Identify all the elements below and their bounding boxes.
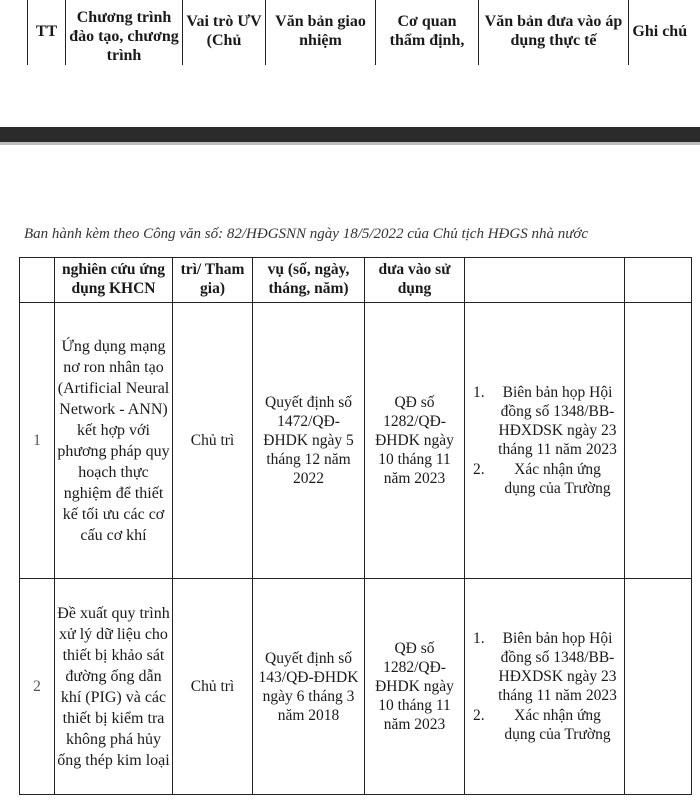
list-number: 2. [473, 707, 485, 724]
header-appraisal: Cơ quan thẩm định, [376, 0, 479, 65]
row-appraisal: QĐ số 1282/QĐ-ĐHDK ngày 10 tháng 11 năm 2023 [365, 303, 465, 579]
top-header-table [27, 0, 691, 65]
row-assign-doc: Quyết định số 143/QĐ-ĐHDK ngày 6 tháng 3 năm 2018 [253, 579, 365, 795]
list-item [467, 706, 622, 744]
list-item [467, 460, 622, 498]
row-program: Ứng dụng mạng nơ ron nhân tạo (Artificial Neural Network - ANN) kết hợp với phương pháp quy hoạch thực nghiệm để thiết kế tối ưu các cơ cấu cơ khí [55, 303, 173, 579]
list-text: Xác nhận ứng dụng của Trường [504, 461, 611, 497]
document-caption: Ban hành kèm theo Công văn số: 82/HĐGSNN ngày 18/5/2022 của Chủ tịch HĐGS nhà nước [24, 226, 589, 242]
header-tt: TT [28, 0, 66, 65]
row-assign-doc: Quyết định số 1472/QĐ-ĐHDK ngày 5 tháng 12 năm 2022 [253, 303, 365, 579]
continued-header-row [20, 258, 692, 303]
cont-header-assign-doc: vụ (số, ngày, tháng, năm) [253, 258, 365, 303]
cont-header-tt [20, 258, 55, 303]
row-applied-doc [465, 579, 625, 795]
row-role: Chủ trì [173, 579, 253, 795]
row-applied-doc [465, 303, 625, 579]
cont-header-note [625, 258, 692, 303]
row-tt: 1 [20, 303, 55, 579]
header-note: Ghi chú [629, 0, 691, 65]
row-note [625, 303, 692, 579]
header-assign-doc: Văn bản giao nhiệm [266, 0, 376, 65]
cont-header-applied-doc [465, 258, 625, 303]
table-row [20, 579, 692, 795]
list-text: Biên bản họp Hội đồng số 1348/BB-HĐXDSK ngày 23 tháng 11 năm 2023 [498, 630, 617, 704]
achievements-table [19, 257, 692, 795]
header-applied-doc: Văn bản đưa vào áp dụng thực tế [479, 0, 629, 65]
cont-header-role: trì/ Tham gia) [173, 258, 253, 303]
list-text: Biên bản họp Hội đồng số 1348/BB-HĐXDSK ngày 23 tháng 11 năm 2023 [498, 384, 617, 458]
list-item [467, 629, 622, 705]
row-appraisal: QĐ số 1282/QĐ-ĐHDK ngày 10 tháng 11 năm 2023 [365, 579, 465, 795]
list-text: Xác nhận ứng dụng của Trường [504, 707, 611, 743]
top-header-row [28, 0, 691, 65]
row-note [625, 579, 692, 795]
list-number: 2. [473, 461, 485, 478]
list-number: 1. [473, 384, 485, 401]
applied-doc-list [467, 629, 622, 744]
header-role: Vai trò ƯV (Chủ [183, 0, 266, 65]
cont-header-appraisal: dưa vào sử dụng [365, 258, 465, 303]
row-tt: 2 [20, 579, 55, 795]
applied-doc-list [467, 383, 622, 498]
row-program: Đề xuất quy trình xử lý dữ liệu cho thiết bị khảo sát đường ống dẫn khí (PIG) và các thiết bị kiểm tra không phá hủy ống thép kim loại [55, 579, 173, 795]
list-number: 1. [473, 630, 485, 647]
header-program: Chương trình đào tạo, chương trình [66, 0, 183, 65]
page-separator [0, 127, 700, 142]
row-role: Chủ trì [173, 303, 253, 579]
table-row [20, 303, 692, 579]
list-item [467, 383, 622, 459]
cont-header-program: nghiên cứu ứng dụng KHCN [55, 258, 173, 303]
